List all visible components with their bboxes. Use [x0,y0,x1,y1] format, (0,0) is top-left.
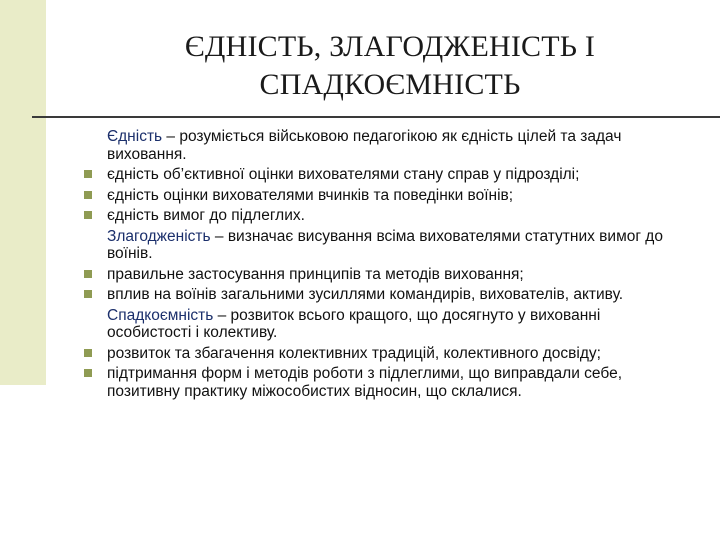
square-bullet-icon [84,349,92,357]
item-term: Спадкоємність [107,306,214,324]
list-item [82,345,682,363]
item-text: розвиток та збагачення колективних традицій, колективного досвіду; [107,344,601,362]
list-item [82,187,682,205]
sidebar-foot [0,385,46,540]
square-bullet-icon [84,290,92,298]
sidebar-accent-band [0,0,46,385]
item-text: єдність об’єктивної оцінки вихователями стану справ у підрозділі; [107,166,580,183]
list-item [82,286,682,304]
title-line-2: СПАДКОЄМНІСТЬ [259,68,521,101]
title-line-1: ЄДНІСТЬ, ЗЛАГОДЖЕНІСТЬ І [184,30,596,63]
square-bullet-icon [84,369,92,377]
square-bullet-icon [84,270,92,278]
list-item [82,307,682,342]
list-item [82,207,682,225]
list-item [82,228,682,263]
list-item [82,266,682,284]
slide-title [120,28,660,104]
item-text: єдність оцінки вихователями вчинків та поведінки воїнів; [107,186,514,204]
square-bullet-icon [84,191,92,199]
item-text: єдність вимог до підлеглих. [107,207,305,224]
title-divider [32,116,720,118]
item-text: – визначає висування всіма вихователями статутних вимог до воїнів. [107,227,663,262]
item-text: – розвиток всього кращого, що досягнуто у вихованні особистості і колективу. [107,306,601,341]
list-item [82,365,682,400]
item-text: вплив на воїнів загальними зусиллями командирів, вихователів, активу. [107,286,624,303]
content-list [82,128,682,400]
item-term: Єдність [107,128,163,145]
item-text: – розуміється військовою педагогікою як єдність цілей та задач виховання. [107,128,622,163]
square-bullet-icon [84,170,92,178]
item-text: підтримання форм і методів роботи з підлеглими, що виправдали себе, позитивну практику міжособистих відносин, що склалися. [107,365,623,400]
list-item [82,128,682,163]
item-term: Злагодженість [107,227,211,245]
list-item [82,166,682,184]
item-text: правильне застосування принципів та методів виховання; [107,265,524,283]
square-bullet-icon [84,211,92,219]
